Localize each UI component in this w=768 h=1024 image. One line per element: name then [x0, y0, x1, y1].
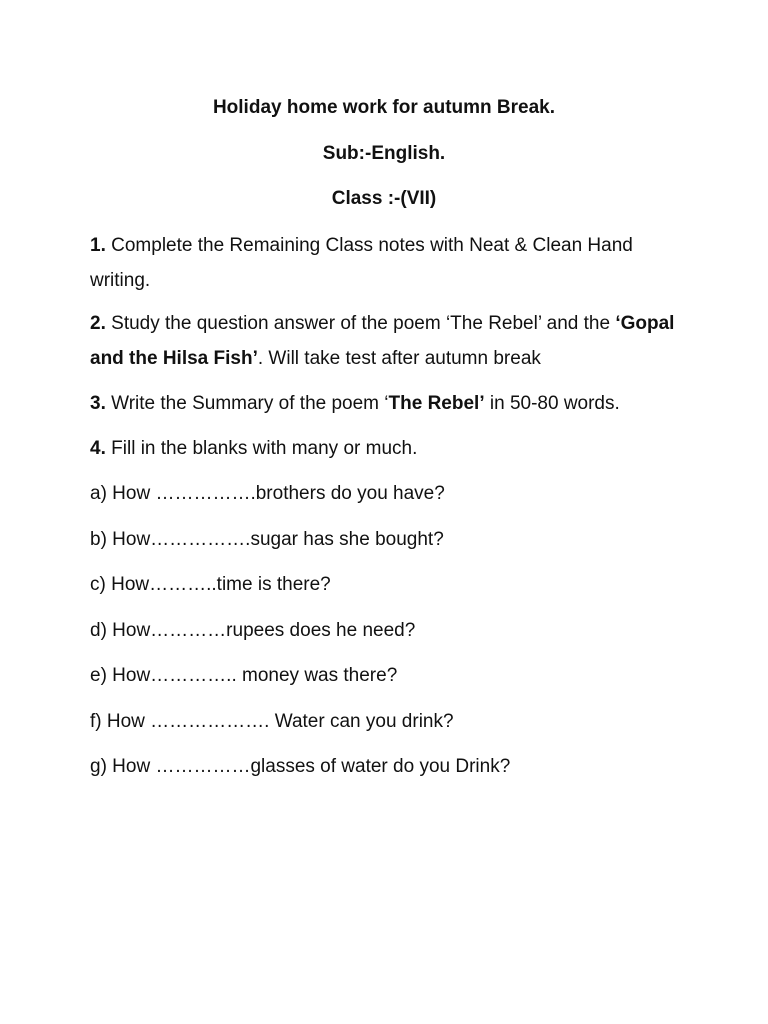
blank-item-c: c) How………..time is there? — [90, 574, 331, 595]
question-3-text-after: in 50-80 words. — [484, 393, 620, 414]
question-2-text-after: . Will take test after autumn break — [257, 348, 541, 369]
blank-item-g: g) How ……………glasses of water do you Drink? — [90, 756, 511, 777]
question-2-text: Study the question answer of the poem ‘The Rebel’ and the — [111, 313, 611, 334]
question-1-text: Complete the Remaining Class notes with Neat & Clean Hand writing. — [90, 235, 633, 291]
question-3-number: 3. — [90, 393, 106, 414]
document-title: Holiday home work for autumn Break. — [212, 97, 556, 118]
blank-item-b: b) How…………….sugar has she bought? — [90, 529, 444, 550]
class-line: Class :-(VII) — [331, 188, 437, 209]
subject-line: Sub:-English. — [322, 143, 446, 164]
blank-item-e: e) How………….. money was there? — [90, 665, 398, 686]
blank-item-f: f) How ………………. Water can you drink? — [90, 711, 454, 732]
question-4-text: Fill in the blanks with many or much. — [111, 438, 418, 459]
blank-item-d: d) How…………rupees does he need? — [90, 620, 416, 641]
question-3-bold-text: The Rebel’ — [388, 393, 485, 414]
blank-item-a: a) How …………….brothers do you have? — [90, 483, 445, 504]
question-1 — [90, 228, 690, 298]
question-4-number: 4. — [90, 438, 106, 459]
question-3 — [90, 386, 690, 421]
question-4 — [90, 431, 690, 466]
question-3-text: Write the Summary of the poem ‘ — [111, 393, 389, 414]
question-1-number: 1. — [90, 235, 106, 256]
question-2-number: 2. — [90, 313, 106, 334]
question-2 — [90, 306, 690, 376]
question-2-bold-text: ‘Gopal and the Hilsa Fish’ — [90, 313, 675, 369]
